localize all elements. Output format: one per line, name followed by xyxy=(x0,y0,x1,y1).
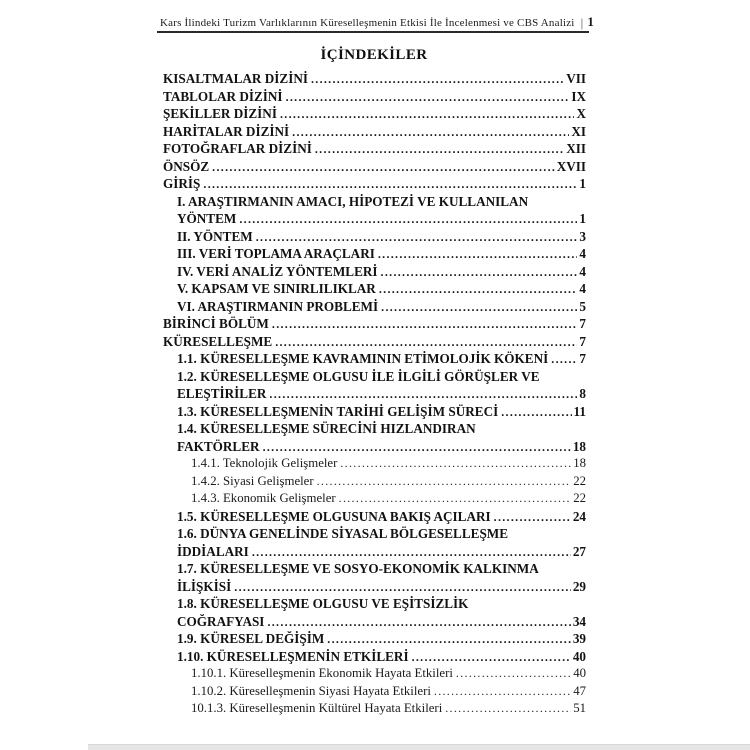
toc-entry xyxy=(163,665,586,683)
toc-entry-text: 1.10. KÜRESELLEŞMENİN ETKİLERİ xyxy=(177,648,409,664)
toc-page-number: 1 xyxy=(579,211,586,226)
toc-page-number: 18 xyxy=(572,438,586,454)
toc-entry-text: HARİTALAR DİZİNİ xyxy=(163,123,290,139)
toc-leader-dots xyxy=(378,246,578,264)
toc-leader-dots xyxy=(292,124,569,142)
toc-entry xyxy=(163,595,586,613)
toc-entry-text: III. VERİ TOPLAMA ARAÇLARI xyxy=(177,246,375,261)
toc-entry xyxy=(163,700,586,718)
toc-entry xyxy=(163,158,586,176)
toc-entry-text: IV. VERİ ANALİZ YÖNTEMLERİ xyxy=(177,263,378,279)
toc-page-number: 51 xyxy=(573,701,586,715)
toc-page-number: 40 xyxy=(573,666,586,680)
toc-leader-dots xyxy=(239,211,577,229)
toc-entry-text: VI. ARAŞTIRMANIN PROBLEMİ xyxy=(177,298,379,314)
toc-entry xyxy=(163,438,586,456)
toc-entry xyxy=(163,263,586,281)
toc-entry xyxy=(163,350,586,368)
toc-page-number: VII xyxy=(566,71,586,86)
toc-leader-dots xyxy=(272,316,578,334)
scan-edge-artifact xyxy=(88,744,750,750)
toc-page-number: IX xyxy=(571,88,586,104)
toc-entry-text: GİRİŞ xyxy=(163,176,201,191)
toc-entry-text: 1.4.2. Siyasi Gelişmeler xyxy=(191,473,314,488)
toc-page-number: 7 xyxy=(579,351,586,366)
toc-leader-dots xyxy=(434,683,571,701)
toc-entry-text: 1.10.2. Küreselleşmenin Siyasi Hayata Etkileri xyxy=(191,683,431,698)
toc-entry xyxy=(163,298,586,316)
toc-leader-dots xyxy=(269,386,577,404)
toc-page-number: 47 xyxy=(573,683,586,698)
toc-entry-text: 10.1.3. Küreselleşmenin Kültürel Hayata Etkileri xyxy=(191,701,443,715)
toc-entry xyxy=(163,473,586,491)
toc-leader-dots xyxy=(339,490,572,508)
toc-leader-dots xyxy=(263,439,571,457)
toc-entry xyxy=(163,385,586,403)
toc-entry xyxy=(163,70,586,88)
toc-list xyxy=(163,70,586,718)
toc-entry-text: 1.7. KÜRESELLEŞME VE SOSYO-EKONOMİK KALKINMA xyxy=(177,561,539,576)
toc-page-number: XVII xyxy=(556,158,586,174)
toc-entry-text: 1.2. KÜRESELLEŞME OLGUSU İLE İLGİLİ GÖRÜŞLER VE xyxy=(177,368,540,384)
toc-page-number: 27 xyxy=(572,543,586,559)
toc-leader-dots xyxy=(256,229,578,247)
toc-page-number: 11 xyxy=(573,403,586,419)
toc-leader-dots xyxy=(252,544,571,562)
toc-entry xyxy=(163,630,586,648)
toc-entry xyxy=(163,613,586,631)
toc-page-number: 4 xyxy=(579,246,586,261)
toc-leader-dots xyxy=(494,509,571,527)
toc-page-number: 22 xyxy=(573,491,586,505)
toc-leader-dots xyxy=(212,159,555,177)
toc-page-number: 7 xyxy=(579,333,586,349)
toc-leader-dots xyxy=(267,614,570,632)
toc-entry xyxy=(163,123,586,141)
toc-entry xyxy=(163,88,586,106)
toc-entry-text: 1.6. DÜNYA GENELİNDE SİYASAL BÖLGESELLEŞME xyxy=(177,526,509,541)
toc-page-number: XII xyxy=(566,141,586,156)
toc-entry xyxy=(163,368,586,386)
toc-page-number: 7 xyxy=(579,316,586,331)
toc-page-number: XI xyxy=(571,123,586,139)
toc-page-number: 18 xyxy=(573,456,586,470)
toc-entry xyxy=(163,455,586,473)
toc-entry-text: FAKTÖRLER xyxy=(177,438,260,454)
toc-entry xyxy=(163,403,586,421)
toc-leader-dots xyxy=(234,579,571,597)
toc-leader-dots xyxy=(317,473,572,491)
toc-leader-dots xyxy=(280,106,575,124)
toc-entry xyxy=(163,228,586,246)
toc-leader-dots xyxy=(315,141,564,159)
header-rule xyxy=(157,31,589,33)
toc-entry-text: 1.3. KÜRESELLEŞMENİN TARİHİ GELİŞİM SÜRECİ xyxy=(177,403,499,419)
toc-page-number: 1 xyxy=(579,176,586,191)
toc-entry xyxy=(163,333,586,351)
toc-leader-dots xyxy=(311,71,564,89)
toc-entry-text: ELEŞTİRİLER xyxy=(177,386,267,401)
toc-entry xyxy=(163,210,586,228)
toc-page-number: 39 xyxy=(572,631,586,646)
toc-leader-dots xyxy=(340,455,571,473)
toc-entry-text: ÖNSÖZ xyxy=(163,158,210,174)
toc-entry-text: FOTOĞRAFLAR DİZİNİ xyxy=(163,141,312,156)
toc-entry-text: TABLOLAR DİZİNİ xyxy=(163,88,283,104)
toc-entry-text: 1.5. KÜRESELLEŞME OLGUSUNA BAKIŞ AÇILARI xyxy=(177,508,491,524)
toc-entry-text: KÜRESELLEŞME xyxy=(163,333,273,349)
toc-page-number: 4 xyxy=(579,263,586,279)
toc-entry xyxy=(163,648,586,666)
toc-entry xyxy=(163,578,586,596)
toc-entry-text: 1.4.3. Ekonomik Gelişmeler xyxy=(191,491,336,505)
header-page-number: 1 xyxy=(587,14,595,29)
toc-leader-dots xyxy=(381,264,578,282)
toc-entry-text: BİRİNCİ BÖLÜM xyxy=(163,316,269,331)
toc-leader-dots xyxy=(379,281,578,299)
toc-leader-dots xyxy=(412,649,571,667)
toc-leader-dots xyxy=(456,665,571,683)
toc-page-number: 3 xyxy=(579,228,586,244)
toc-entry xyxy=(163,315,586,333)
toc-leader-dots xyxy=(203,176,577,194)
toc-page-number: 4 xyxy=(579,281,586,296)
toc-leader-dots xyxy=(445,700,571,718)
toc-leader-dots xyxy=(327,631,571,649)
toc-entry xyxy=(163,543,586,561)
toc-entry-text: COĞRAFYASI xyxy=(177,613,265,629)
toc-entry xyxy=(163,683,586,701)
toc-leader-dots xyxy=(286,89,570,107)
toc-entry-text: 1.4.1. Teknolojik Gelişmeler xyxy=(191,456,338,470)
toc-entry xyxy=(163,193,586,211)
toc-entry xyxy=(163,420,586,438)
toc-leader-dots xyxy=(381,299,577,317)
toc-entry-text: I. ARAŞTIRMANIN AMACI, HİPOTEZİ VE KULLANILAN xyxy=(177,193,529,209)
running-header xyxy=(160,14,595,31)
toc-entry-text: YÖNTEM xyxy=(177,211,237,226)
toc-page-number: 5 xyxy=(579,298,586,314)
toc-entry xyxy=(163,560,586,578)
toc-entry xyxy=(163,105,586,123)
toc-leader-dots xyxy=(501,404,571,422)
toc-leader-dots xyxy=(551,351,577,369)
toc-entry xyxy=(163,525,586,543)
toc-entry-text: ŞEKİLLER DİZİNİ xyxy=(163,106,277,121)
toc-page-number: X xyxy=(576,106,586,121)
toc-entry-text: 1.4. KÜRESELLEŞME SÜRECİNİ HIZLANDIRAN xyxy=(177,421,476,436)
toc-page-number: 24 xyxy=(572,508,586,524)
toc-entry-text: 1.1. KÜRESELLEŞME KAVRAMININ ETİMOLOJİK KÖKENİ xyxy=(177,351,549,366)
toc-page-number: 29 xyxy=(572,578,586,594)
toc-entry xyxy=(163,245,586,263)
toc-entry xyxy=(163,280,586,298)
toc-entry-text: KISALTMALAR DİZİNİ xyxy=(163,71,308,86)
toc-entry-text: V. KAPSAM VE SINIRLILIKLAR xyxy=(177,281,376,296)
toc-entry-text: 1.8. KÜRESELLEŞME OLGUSU VE EŞİTSİZLİK xyxy=(177,596,469,611)
toc-entry xyxy=(163,508,586,526)
toc-leader-dots xyxy=(275,334,577,352)
toc-entry-text: II. YÖNTEM xyxy=(177,228,253,244)
toc-entry-text: İLİŞKİSİ xyxy=(177,578,232,594)
toc-page-number: 8 xyxy=(579,386,586,401)
toc-entry-text: 1.9. KÜRESEL DEĞİŞİM xyxy=(177,631,325,646)
toc-entry-text: 1.10.1. Küreselleşmenin Ekonomik Hayata Etkileri xyxy=(191,666,453,680)
running-header-title: Kars İlindeki Turizm Varlıklarının Küreselleşmenin Etkisi İle İncelenmesi ve CBS Analizi xyxy=(160,17,575,29)
toc-entry-text: İDDİALARI xyxy=(177,543,249,559)
toc-entry xyxy=(163,140,586,158)
toc-page-number: 40 xyxy=(572,648,586,664)
toc-page-number: 34 xyxy=(572,613,586,629)
toc-page-number: 22 xyxy=(573,473,586,488)
toc-entry xyxy=(163,175,586,193)
toc-entry xyxy=(163,490,586,508)
header-separator: | xyxy=(580,15,584,30)
toc-title: İÇİNDEKİLER xyxy=(320,47,428,63)
